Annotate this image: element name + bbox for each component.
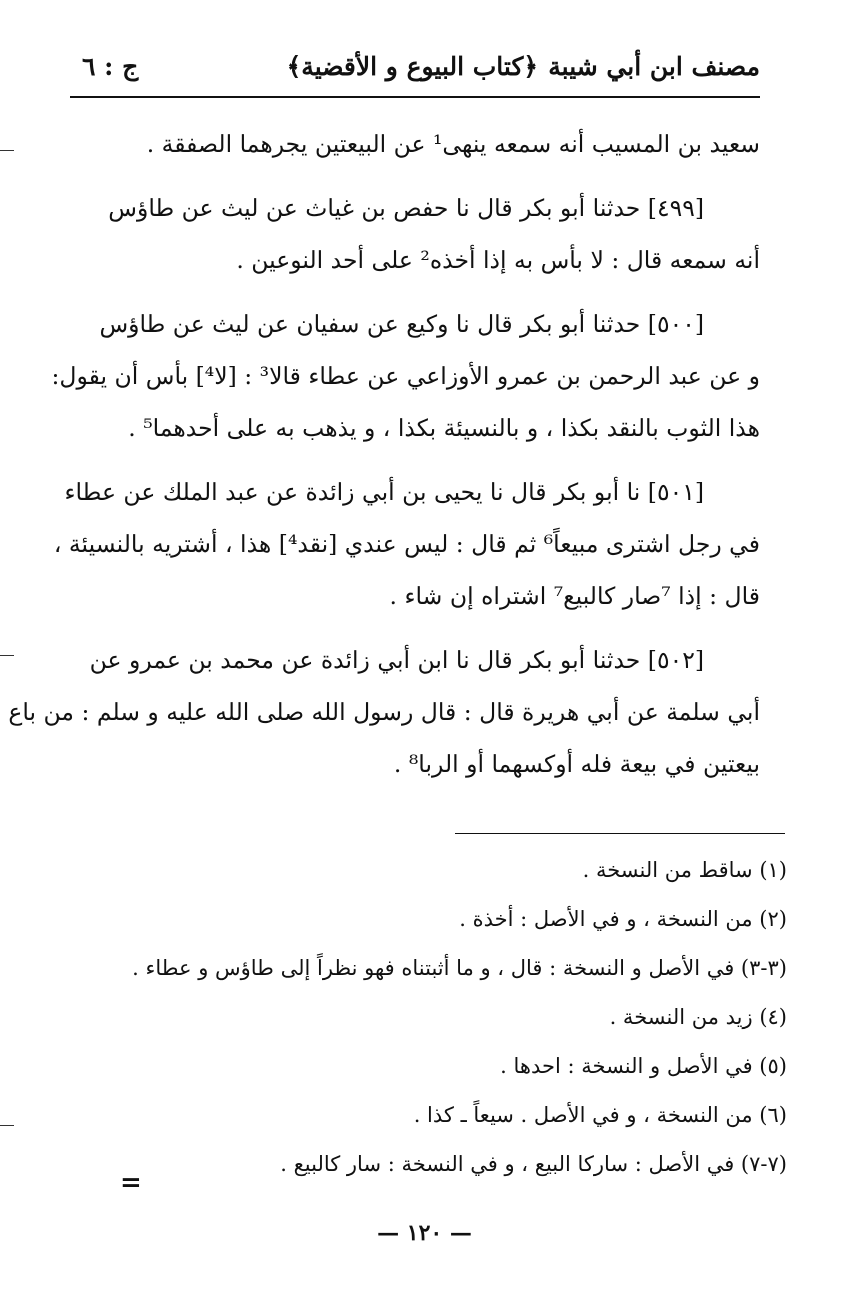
footnote-item: (٥) في الأصل و النسخة : احدها . xyxy=(500,1054,787,1078)
footnotes xyxy=(87,846,787,1189)
footnote-item: (٤) زيد من النسخة . xyxy=(609,1005,787,1029)
hadith-500-line: [٥٠٠] حدثنا أبو بكر قال نا وكيع عن سفيان عن ليث عن طاؤس xyxy=(99,310,704,338)
footnote-item: (٣-٣) في الأصل و النسخة : قال ، و ما أثبتناه فهو نظراً إلى طاؤس و عطاء . xyxy=(132,956,787,980)
chapter-title: ﴿كتاب البيوع و الأقضية﴾ xyxy=(286,52,538,81)
footnote-item: (٢) من النسخة ، و في الأصل : أخذة . xyxy=(459,907,787,931)
scan-margin-mark xyxy=(0,1125,14,1126)
volume-number: ج : ٦ xyxy=(82,52,139,81)
header-rule xyxy=(70,96,760,98)
continuation-mark: = xyxy=(120,1168,142,1198)
text-line: في رجل اشترى مبيعاً⁶ ثم قال : ليس عندي [نقد⁴] هذا ، أشتريه بالنسيئة ، xyxy=(53,530,760,558)
page-header xyxy=(70,46,760,94)
hadith-501-line: [٥٠١] نا أبو بكر قال نا يحيى بن أبي زائدة عن عبد الملك عن عطاء xyxy=(64,478,704,506)
book-title: مصنف ابن أبي شيبة xyxy=(548,52,760,81)
hadith-502-line: [٥٠٢] حدثنا أبو بكر قال نا ابن أبي زائدة عن محمد بن عمرو عن xyxy=(89,646,704,674)
scan-margin-mark xyxy=(0,655,14,656)
text-line: قال : إذا ⁷صار كالبيع⁷ اشتراه إن شاء . xyxy=(389,582,760,610)
page-number: — ١٢٠ — xyxy=(377,1220,472,1246)
text-line: أبي سلمة عن أبي هريرة قال : قال رسول الله صلى الله عليه و سلم : من باع xyxy=(8,698,760,726)
hadith-499-line: [٤٩٩] حدثنا أبو بكر قال نا حفص بن غياث عن ليث عن طاؤس xyxy=(108,194,704,222)
text-line: سعيد بن المسيب أنه سمعه ينهى¹ عن البيعتين يجرهما الصفقة . xyxy=(146,130,760,158)
footnote-item: (٦) من النسخة ، و في الأصل . سيعاً ـ كذا . xyxy=(413,1103,787,1127)
text-line: بيعتين في بيعة فله أوكسهما أو الربا⁸ . xyxy=(393,750,760,778)
text-line: أنه سمعه قال : لا بأس به إذا أخذه² على أحد النوعين . xyxy=(236,246,760,274)
footnote-item: (٧-٧) في الأصل : ساركا البيع ، و في النسخة : سار كالبيع . xyxy=(280,1152,787,1176)
footnote-item: (١) ساقط من النسخة . xyxy=(582,858,787,882)
text-line: و عن عبد الرحمن بن عمرو الأوزاعي عن عطاء قالا³ : [لا⁴] بأس أن يقول: xyxy=(51,362,760,390)
scan-margin-mark xyxy=(0,150,14,151)
main-text xyxy=(8,118,760,790)
footnote-rule xyxy=(455,833,785,834)
text-line: هذا الثوب بالنقد بكذا ، و بالنسيئة بكذا ، و يذهب به على أحدهما⁵ . xyxy=(128,414,760,442)
